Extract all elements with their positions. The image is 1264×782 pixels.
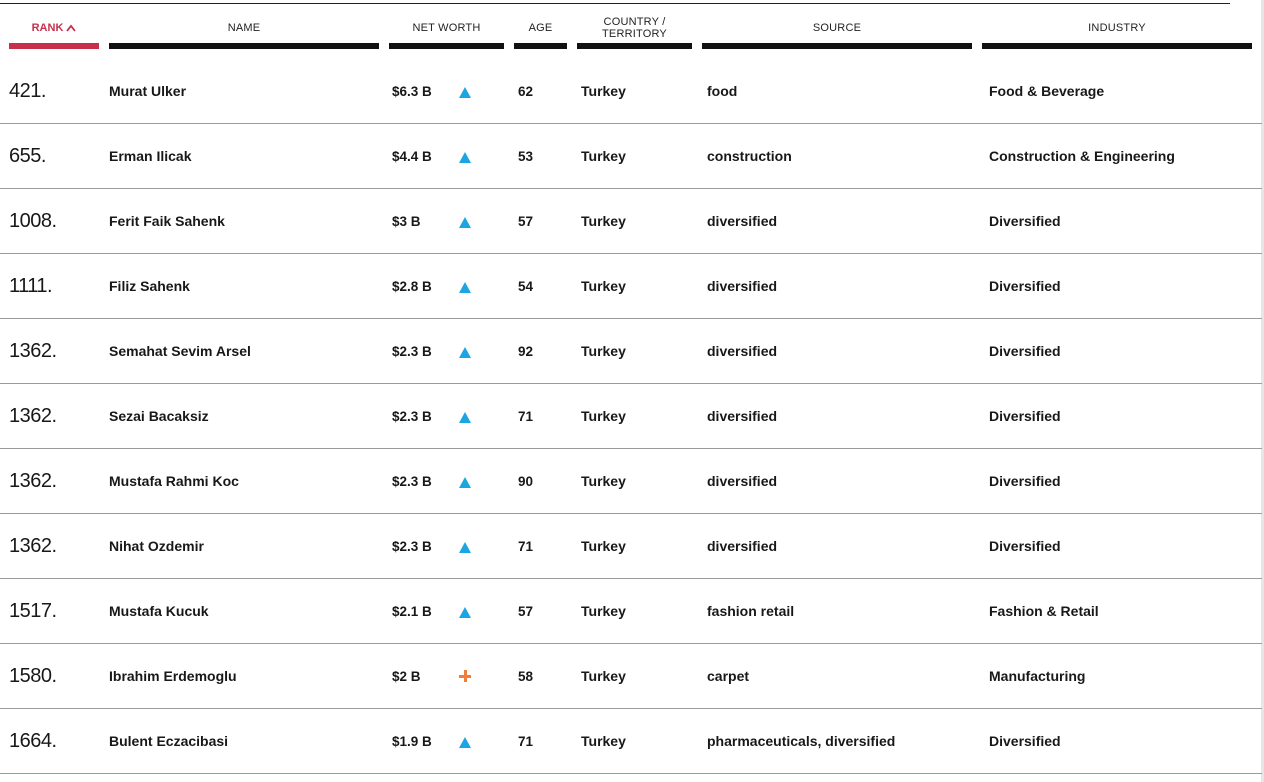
source-cell: food bbox=[707, 83, 738, 99]
triangle-up-icon bbox=[459, 152, 471, 163]
trend-indicator bbox=[457, 514, 473, 578]
net-worth-cell: $1.9 B bbox=[392, 733, 432, 749]
industry-cell: Diversified bbox=[989, 343, 1061, 359]
chevron-up-icon bbox=[66, 24, 76, 32]
country-cell: Turkey bbox=[581, 603, 626, 619]
industry-cell: Fashion & Retail bbox=[989, 603, 1099, 619]
name-cell[interactable]: Bulent Eczacibasi bbox=[109, 733, 229, 749]
industry-cell: Diversified bbox=[989, 733, 1061, 749]
age-cell: 58 bbox=[518, 668, 534, 684]
rank-cell: 1008. bbox=[9, 209, 57, 232]
industry-cell: Diversified bbox=[989, 538, 1061, 554]
column-header-net-worth-label: NET WORTH bbox=[412, 22, 481, 34]
source-cell: diversified bbox=[707, 213, 778, 229]
age-cell: 71 bbox=[518, 733, 534, 749]
column-header-country-label: COUNTRY / TERRITORY bbox=[602, 16, 667, 40]
age-cell: 54 bbox=[518, 278, 534, 294]
name-cell[interactable]: Semahat Sevim Arsel bbox=[109, 343, 251, 359]
age-cell: 71 bbox=[518, 408, 534, 424]
name-cell[interactable]: Murat Ulker bbox=[109, 83, 187, 99]
industry-cell: Diversified bbox=[989, 278, 1061, 294]
name-cell[interactable]: Mustafa Kucuk bbox=[109, 603, 209, 619]
column-header-age-label: AGE bbox=[528, 22, 553, 34]
rank-cell: 1580. bbox=[9, 664, 57, 687]
country-cell: Turkey bbox=[581, 278, 626, 294]
name-cell[interactable]: Filiz Sahenk bbox=[109, 278, 190, 294]
net-worth-cell: $2.3 B bbox=[392, 538, 432, 554]
source-cell: diversified bbox=[707, 538, 778, 554]
triangle-up-icon bbox=[459, 87, 471, 98]
column-header-age-underline bbox=[514, 43, 567, 49]
table-row[interactable] bbox=[0, 579, 1262, 644]
trend-indicator bbox=[457, 319, 473, 383]
source-cell: construction bbox=[707, 148, 792, 164]
age-cell: 92 bbox=[518, 343, 534, 359]
trend-indicator bbox=[457, 124, 473, 188]
table-row[interactable] bbox=[0, 384, 1262, 449]
net-worth-cell: $3 B bbox=[392, 213, 421, 229]
country-cell: Turkey bbox=[581, 213, 626, 229]
source-cell: fashion retail bbox=[707, 603, 795, 619]
industry-cell: Construction & Engineering bbox=[989, 148, 1175, 164]
industry-cell: Manufacturing bbox=[989, 668, 1086, 684]
net-worth-cell: $2.1 B bbox=[392, 603, 432, 619]
column-header-rank-underline bbox=[9, 43, 99, 49]
table-body bbox=[0, 59, 1262, 774]
industry-cell: Diversified bbox=[989, 408, 1061, 424]
column-header-rank-label: RANK bbox=[31, 22, 64, 34]
trend-indicator bbox=[457, 709, 473, 773]
triangle-up-icon bbox=[459, 477, 471, 488]
source-cell: pharmaceuticals, diversified bbox=[707, 733, 896, 749]
age-cell: 62 bbox=[518, 83, 534, 99]
column-header-name-underline bbox=[109, 43, 379, 49]
column-header-country-underline bbox=[577, 43, 692, 49]
name-cell[interactable]: Ibrahim Erdemoglu bbox=[109, 668, 237, 684]
column-header-source-label: SOURCE bbox=[812, 22, 862, 34]
rank-cell: 1362. bbox=[9, 534, 57, 557]
triangle-up-icon bbox=[459, 282, 471, 293]
column-header-industry-underline bbox=[982, 43, 1252, 49]
rank-cell: 1111. bbox=[9, 274, 53, 297]
table-row[interactable] bbox=[0, 319, 1262, 384]
net-worth-cell: $4.4 B bbox=[392, 148, 432, 164]
net-worth-cell: $2.3 B bbox=[392, 473, 432, 489]
table-row[interactable] bbox=[0, 644, 1262, 709]
net-worth-cell: $2.3 B bbox=[392, 408, 432, 424]
plus-icon bbox=[459, 670, 471, 682]
net-worth-cell: $6.3 B bbox=[392, 83, 432, 99]
column-header-industry-label: INDUSTRY bbox=[1088, 22, 1146, 34]
trend-indicator bbox=[457, 644, 473, 708]
table-row[interactable] bbox=[0, 189, 1262, 254]
column-header-age[interactable] bbox=[514, 0, 567, 50]
source-cell: carpet bbox=[707, 668, 750, 684]
triangle-up-icon bbox=[459, 412, 471, 423]
rank-cell: 421. bbox=[9, 79, 46, 102]
column-header-name-label: NAME bbox=[227, 22, 261, 34]
table-row[interactable] bbox=[0, 59, 1262, 124]
trend-indicator bbox=[457, 579, 473, 643]
country-cell: Turkey bbox=[581, 408, 626, 424]
trend-indicator bbox=[457, 254, 473, 318]
table-row[interactable] bbox=[0, 449, 1262, 514]
trend-indicator bbox=[457, 449, 473, 513]
source-cell: diversified bbox=[707, 408, 778, 424]
source-cell: diversified bbox=[707, 473, 778, 489]
table-row[interactable] bbox=[0, 709, 1262, 774]
column-header-name[interactable] bbox=[109, 0, 379, 50]
triangle-up-icon bbox=[459, 217, 471, 228]
table-row[interactable] bbox=[0, 124, 1262, 189]
trend-indicator bbox=[457, 189, 473, 253]
column-header-industry[interactable] bbox=[982, 0, 1252, 50]
name-cell[interactable]: Erman Ilicak bbox=[109, 148, 192, 164]
table-header bbox=[0, 0, 1264, 50]
rank-cell: 1362. bbox=[9, 469, 57, 492]
industry-cell: Diversified bbox=[989, 473, 1061, 489]
trend-indicator bbox=[457, 384, 473, 448]
column-header-source[interactable] bbox=[702, 0, 972, 50]
trend-indicator bbox=[457, 59, 473, 123]
country-cell: Turkey bbox=[581, 538, 626, 554]
country-cell: Turkey bbox=[581, 473, 626, 489]
column-header-source-underline bbox=[702, 43, 972, 49]
industry-cell: Diversified bbox=[989, 213, 1061, 229]
rank-cell: 655. bbox=[9, 144, 46, 167]
name-cell[interactable]: Mustafa Rahmi Koc bbox=[109, 473, 239, 489]
source-cell: diversified bbox=[707, 278, 778, 294]
age-cell: 53 bbox=[518, 148, 534, 164]
industry-cell: Food & Beverage bbox=[989, 83, 1105, 99]
triangle-up-icon bbox=[459, 347, 471, 358]
table-row[interactable] bbox=[0, 514, 1262, 579]
age-cell: 71 bbox=[518, 538, 534, 554]
net-worth-cell: $2 B bbox=[392, 668, 421, 684]
source-cell: diversified bbox=[707, 343, 778, 359]
column-header-country[interactable] bbox=[577, 0, 692, 50]
rank-cell: 1362. bbox=[9, 339, 57, 362]
country-cell: Turkey bbox=[581, 668, 626, 684]
country-cell: Turkey bbox=[581, 343, 626, 359]
table-row[interactable] bbox=[0, 254, 1262, 319]
column-header-net-worth-underline bbox=[389, 43, 504, 49]
column-header-net-worth[interactable] bbox=[389, 0, 504, 50]
country-cell: Turkey bbox=[581, 148, 626, 164]
net-worth-cell: $2.8 B bbox=[392, 278, 432, 294]
country-cell: Turkey bbox=[581, 83, 626, 99]
age-cell: 57 bbox=[518, 213, 534, 229]
triangle-up-icon bbox=[459, 542, 471, 553]
name-cell[interactable]: Nihat Ozdemir bbox=[109, 538, 204, 554]
country-cell: Turkey bbox=[581, 733, 626, 749]
net-worth-cell: $2.3 B bbox=[392, 343, 432, 359]
triangle-up-icon bbox=[459, 737, 471, 748]
rank-cell: 1517. bbox=[9, 599, 57, 622]
name-cell[interactable]: Ferit Faik Sahenk bbox=[109, 213, 225, 229]
age-cell: 57 bbox=[518, 603, 534, 619]
column-header-rank[interactable] bbox=[9, 0, 99, 50]
age-cell: 90 bbox=[518, 473, 534, 489]
triangle-up-icon bbox=[459, 607, 471, 618]
rank-cell: 1362. bbox=[9, 404, 57, 427]
name-cell[interactable]: Sezai Bacaksiz bbox=[109, 408, 209, 424]
rank-cell: 1664. bbox=[9, 729, 57, 752]
